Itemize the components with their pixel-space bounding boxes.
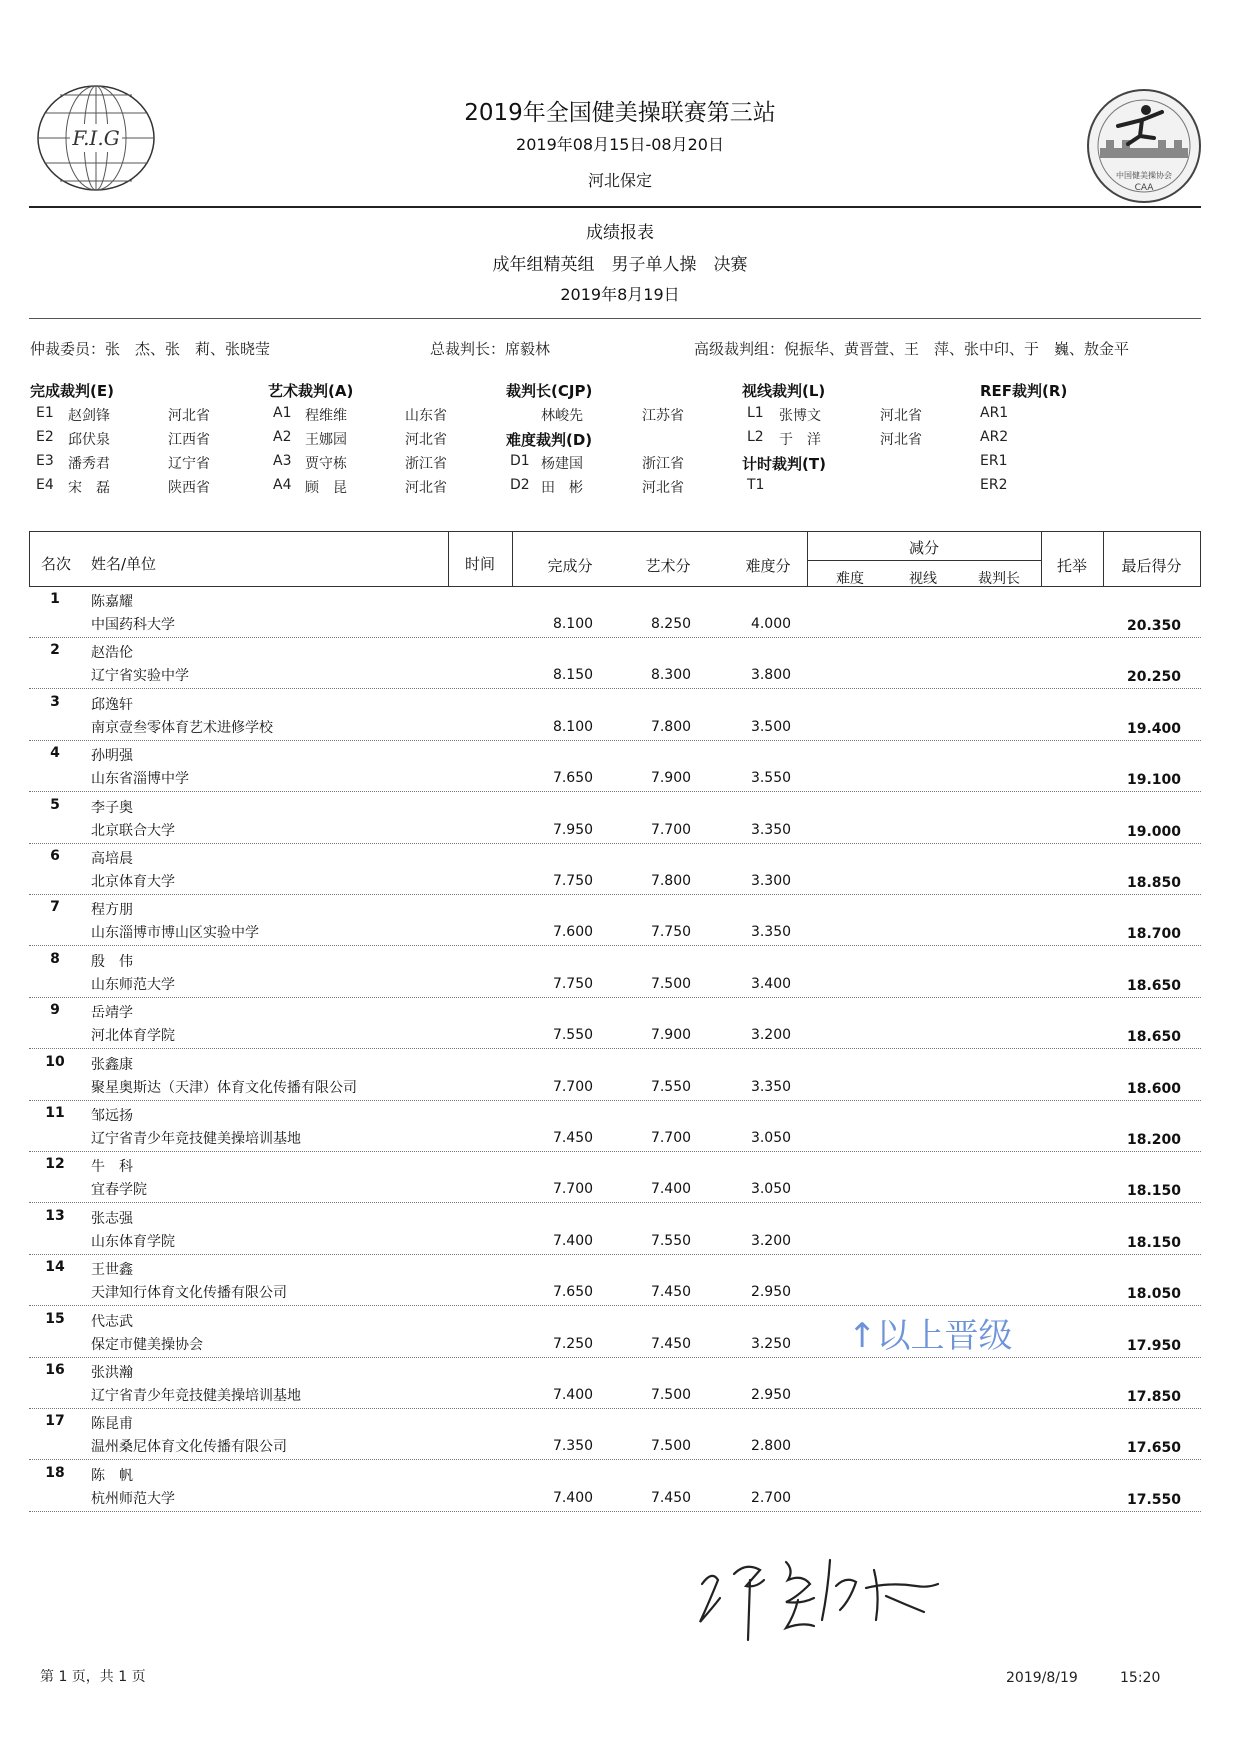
rank-cell: 4 — [50, 745, 60, 761]
panel-judge-province: 浙江省 — [642, 456, 684, 472]
table-row — [29, 741, 1201, 792]
athlete-name: 程方朋 — [91, 902, 133, 918]
panel-judge-province: 江苏省 — [642, 408, 684, 424]
execution-score: 7.550 — [552, 1027, 594, 1043]
col-lift-header: 托举 — [1056, 557, 1087, 575]
difficulty-score: 3.250 — [750, 1336, 792, 1352]
athlete-unit: 山东省淄博中学 — [91, 771, 189, 787]
chief-judge: 总裁判长：席毅林 — [430, 340, 551, 358]
athlete-unit: 辽宁省实验中学 — [91, 668, 189, 684]
final-score: 18.150 — [1126, 1235, 1182, 1251]
panel-code: D1 — [510, 453, 530, 469]
table-row — [29, 793, 1201, 844]
panel-code: A4 — [273, 477, 292, 493]
artistic-score: 7.450 — [650, 1284, 692, 1300]
rank-cell: 18 — [45, 1465, 65, 1481]
athlete-unit: 辽宁省青少年竞技健美操培训基地 — [91, 1388, 301, 1404]
panel-code: A2 — [273, 429, 292, 445]
athlete-name: 岳靖学 — [91, 1005, 133, 1021]
difficulty-score: 3.400 — [750, 976, 792, 992]
table-row — [29, 1255, 1201, 1306]
athlete-unit: 南京壹叁零体育艺术进修学校 — [91, 720, 273, 736]
event-location: 河北保定 — [587, 171, 652, 190]
report-date: 2019年8月19日 — [560, 285, 680, 304]
artistic-score: 7.700 — [650, 1130, 692, 1146]
difficulty-score: 2.700 — [750, 1490, 792, 1506]
difficulty-score: 3.350 — [750, 1079, 792, 1095]
col-exec-header: 完成分 — [547, 557, 593, 575]
panel-execution-title: 完成裁判(E) — [30, 382, 114, 400]
col-name-header: 姓名/单位 — [91, 555, 157, 573]
panel-judge-province: 陕西省 — [168, 480, 210, 496]
panel-line-title: 视线裁判(L) — [742, 382, 826, 400]
final-score: 17.550 — [1126, 1492, 1182, 1508]
report-rule — [29, 318, 1201, 319]
panel-code: E3 — [36, 453, 54, 469]
panel-code: D2 — [510, 477, 530, 493]
panel-code: AR2 — [980, 429, 1009, 445]
athlete-name: 代志武 — [91, 1314, 133, 1330]
athlete-name: 邱逸轩 — [91, 697, 133, 713]
row-divider — [29, 1201, 1201, 1203]
artistic-score: 7.550 — [650, 1233, 692, 1249]
difficulty-score: 2.950 — [750, 1387, 792, 1403]
table-row — [29, 1307, 1201, 1358]
execution-score: 7.600 — [552, 924, 594, 940]
execution-score: 7.750 — [552, 976, 594, 992]
difficulty-score: 3.350 — [750, 822, 792, 838]
athlete-name: 张洪瀚 — [91, 1365, 133, 1381]
artistic-score: 8.250 — [650, 616, 692, 632]
athlete-name: 李子奥 — [91, 800, 133, 816]
panel-judge-province: 河北省 — [405, 432, 447, 448]
table-row — [29, 1461, 1201, 1512]
rank-cell: 9 — [50, 1002, 60, 1018]
artistic-score: 7.800 — [650, 719, 692, 735]
difficulty-score: 2.800 — [750, 1438, 792, 1454]
panel-judge-province: 河北省 — [168, 408, 210, 424]
difficulty-score: 3.300 — [750, 873, 792, 889]
panel-judge-province: 浙江省 — [405, 456, 447, 472]
panel-judge-province: 河北省 — [880, 408, 922, 424]
difficulty-score: 3.800 — [750, 667, 792, 683]
athlete-name: 陈昆甫 — [91, 1416, 133, 1432]
rank-cell: 13 — [45, 1208, 65, 1224]
execution-score: 7.450 — [552, 1130, 594, 1146]
rank-cell: 12 — [45, 1156, 65, 1172]
panel-judge-name: 程维维 — [305, 408, 347, 424]
difficulty-score: 2.950 — [750, 1284, 792, 1300]
col-final-header: 最后得分 — [1121, 557, 1182, 575]
athlete-unit: 保定市健美操协会 — [91, 1337, 203, 1353]
panel-code: ER2 — [980, 477, 1008, 493]
execution-score: 7.350 — [552, 1438, 594, 1454]
final-score: 17.850 — [1126, 1389, 1182, 1405]
final-score: 18.600 — [1126, 1081, 1182, 1097]
execution-score: 7.950 — [552, 822, 594, 838]
athlete-name: 赵浩伦 — [91, 645, 133, 661]
panel-judge-name: 张博文 — [779, 408, 821, 424]
artistic-score: 8.300 — [650, 667, 692, 683]
final-score: 20.250 — [1126, 669, 1182, 685]
athlete-name: 陈 帆 — [91, 1468, 133, 1484]
col-rank-header: 名次 — [40, 555, 71, 573]
event-title: 2019年全国健美操联赛第三站 — [464, 100, 776, 126]
rank-cell: 15 — [45, 1311, 65, 1327]
panel-judge-name: 于 洋 — [779, 432, 821, 448]
artistic-score: 7.450 — [650, 1336, 692, 1352]
col-diff-header: 难度分 — [745, 557, 791, 575]
athlete-name: 高培晨 — [91, 851, 133, 867]
panel-judge-name: 赵剑锋 — [68, 408, 110, 424]
panel-code: T1 — [747, 477, 765, 493]
panel-judge-province: 辽宁省 — [168, 456, 210, 472]
rank-cell: 2 — [50, 642, 60, 658]
col-ded-line-header: 视线 — [909, 571, 937, 587]
table-row — [29, 1152, 1201, 1203]
table-row — [29, 844, 1201, 895]
athlete-name: 殷 伟 — [91, 954, 133, 970]
col-deduct-header: 减分 — [908, 539, 939, 557]
rank-cell: 10 — [45, 1054, 65, 1070]
chief-judge-signature — [690, 1540, 950, 1650]
athlete-unit: 北京联合大学 — [91, 823, 175, 839]
athlete-unit: 杭州师范大学 — [91, 1491, 175, 1507]
difficulty-score: 3.500 — [750, 719, 792, 735]
panel-judge-name: 邱伏泉 — [68, 432, 110, 448]
panel-code: L1 — [747, 405, 764, 421]
table-row — [29, 1101, 1201, 1152]
execution-score: 8.100 — [552, 616, 594, 632]
page-counter: 第 1 页，共 1 页 — [40, 1669, 146, 1685]
rank-cell: 16 — [45, 1362, 65, 1378]
panel-time-title: 计时裁判(T) — [742, 455, 826, 473]
athlete-unit: 辽宁省青少年竞技健美操培训基地 — [91, 1131, 301, 1147]
row-divider — [29, 687, 1201, 689]
print-date: 2019/8/19 — [1006, 1670, 1078, 1686]
athlete-name: 王世鑫 — [91, 1262, 133, 1278]
athlete-unit: 山东体育学院 — [91, 1234, 175, 1250]
panel-judge-name: 田 彬 — [541, 480, 583, 496]
row-divider — [29, 1047, 1201, 1049]
panel-judge-name: 林峻先 — [541, 408, 583, 424]
panel-judge-name: 顾 昆 — [305, 480, 347, 496]
final-score: 19.400 — [1126, 721, 1182, 737]
header-rule — [29, 206, 1201, 208]
difficulty-score: 4.000 — [750, 616, 792, 632]
panel-code: E1 — [36, 405, 54, 421]
panel-judge-province: 河北省 — [880, 432, 922, 448]
table-row — [29, 1204, 1201, 1255]
event-dates: 2019年08月15日-08月20日 — [516, 135, 724, 154]
artistic-score: 7.700 — [650, 822, 692, 838]
panel-cjp-title: 裁判长(CJP) — [506, 382, 593, 400]
artistic-score: 7.550 — [650, 1079, 692, 1095]
table-row — [29, 638, 1201, 689]
athlete-unit: 宜春学院 — [91, 1182, 147, 1198]
panel-judge-province: 山东省 — [405, 408, 447, 424]
row-divider — [29, 944, 1201, 946]
execution-score: 7.750 — [552, 873, 594, 889]
artistic-score: 7.400 — [650, 1181, 692, 1197]
execution-score: 7.250 — [552, 1336, 594, 1352]
panel-code: E4 — [36, 477, 54, 493]
artistic-score: 7.900 — [650, 1027, 692, 1043]
final-score: 17.950 — [1126, 1338, 1182, 1354]
table-row — [29, 998, 1201, 1049]
athlete-name: 孙明强 — [91, 748, 133, 764]
final-score: 18.200 — [1126, 1132, 1182, 1148]
rank-cell: 14 — [45, 1259, 65, 1275]
table-row — [29, 1409, 1201, 1460]
athlete-unit: 温州桑尼体育文化传播有限公司 — [91, 1439, 287, 1455]
final-score: 18.850 — [1126, 875, 1182, 891]
row-divider — [29, 790, 1201, 792]
panel-code: E2 — [36, 429, 54, 445]
execution-score: 8.150 — [552, 667, 594, 683]
difficulty-score: 3.200 — [750, 1027, 792, 1043]
execution-score: 7.700 — [552, 1181, 594, 1197]
panel-judge-province: 江西省 — [168, 432, 210, 448]
difficulty-score: 3.350 — [750, 924, 792, 940]
row-divider — [29, 1510, 1201, 1512]
athlete-unit: 山东淄博市博山区实验中学 — [91, 925, 259, 941]
rank-cell: 11 — [45, 1105, 65, 1121]
senior-judges: 高级裁判组：倪振华、黄晋萱、王 萍、张中印、于 巍、敖金平 — [694, 340, 1130, 358]
artistic-score: 7.500 — [650, 1438, 692, 1454]
rank-cell: 7 — [50, 899, 60, 915]
panel-ref-title: REF裁判(R) — [980, 382, 1068, 400]
panel-judge-name: 潘秀君 — [68, 456, 110, 472]
panel-judge-name: 宋 磊 — [68, 480, 110, 496]
rank-cell: 5 — [50, 797, 60, 813]
artistic-score: 7.500 — [650, 976, 692, 992]
execution-score: 8.100 — [552, 719, 594, 735]
panel-code: AR1 — [980, 405, 1009, 421]
athlete-unit: 聚星奥斯达（天津）体育文化传播有限公司 — [91, 1080, 357, 1096]
col-ded-cjp-header: 裁判长 — [978, 571, 1020, 587]
panel-difficulty-title: 难度裁判(D) — [506, 431, 593, 449]
row-divider — [29, 1304, 1201, 1306]
rank-cell: 3 — [50, 694, 60, 710]
row-divider — [29, 1458, 1201, 1460]
rank-cell: 17 — [45, 1413, 65, 1429]
final-score: 19.000 — [1126, 824, 1182, 840]
report-title: 成绩报表 — [586, 223, 654, 243]
panel-code: A3 — [273, 453, 292, 469]
difficulty-score: 3.050 — [750, 1181, 792, 1197]
athlete-unit: 河北体育学院 — [91, 1028, 175, 1044]
final-score: 17.650 — [1126, 1440, 1182, 1456]
panel-judge-name: 贾守栋 — [305, 456, 347, 472]
athlete-unit: 北京体育大学 — [91, 874, 175, 890]
table-row — [29, 947, 1201, 998]
panel-judge-province: 河北省 — [405, 480, 447, 496]
artistic-score: 7.500 — [650, 1387, 692, 1403]
table-row — [29, 895, 1201, 946]
final-score: 20.350 — [1126, 618, 1182, 634]
report-category: 成年组精英组 男子单人操 决赛 — [492, 255, 748, 275]
up-arrow-icon: ↑ — [848, 1316, 877, 1356]
rank-cell: 1 — [50, 591, 60, 607]
qualified-annotation — [848, 1308, 1013, 1357]
rank-cell: 6 — [50, 848, 60, 864]
svg-text:中国健美操协会: 中国健美操协会 — [1116, 171, 1172, 180]
panel-code: A1 — [273, 405, 292, 421]
final-score: 18.050 — [1126, 1286, 1182, 1302]
panel-code: L2 — [747, 429, 764, 445]
qualified-annotation-text: 以上晋级 — [876, 1316, 1013, 1356]
difficulty-score: 3.550 — [750, 770, 792, 786]
athlete-name: 张志强 — [91, 1211, 133, 1227]
athlete-name: 牛 科 — [91, 1159, 133, 1175]
rank-cell: 8 — [50, 951, 60, 967]
final-score: 18.650 — [1126, 1029, 1182, 1045]
panel-code: ER1 — [980, 453, 1008, 469]
artistic-score: 7.750 — [650, 924, 692, 940]
final-score: 18.150 — [1126, 1183, 1182, 1199]
table-row — [29, 587, 1201, 638]
execution-score: 7.400 — [552, 1490, 594, 1506]
difficulty-score: 3.200 — [750, 1233, 792, 1249]
execution-score: 7.650 — [552, 770, 594, 786]
artistic-score: 7.900 — [650, 770, 692, 786]
execution-score: 7.400 — [552, 1233, 594, 1249]
panel-artistic-title: 艺术裁判(A) — [268, 382, 354, 400]
col-time-header: 时间 — [464, 555, 495, 573]
athlete-name: 张鑫康 — [91, 1057, 133, 1073]
artistic-score: 7.800 — [650, 873, 692, 889]
panel-judge-name: 杨建国 — [541, 456, 583, 472]
fig-logo-text: F.I.G — [72, 126, 120, 150]
panel-judge-province: 河北省 — [642, 480, 684, 496]
artistic-score: 7.450 — [650, 1490, 692, 1506]
athlete-unit: 中国药科大学 — [91, 617, 175, 633]
table-row — [29, 1358, 1201, 1409]
col-ded-diff-header: 难度 — [836, 571, 864, 587]
execution-score: 7.700 — [552, 1079, 594, 1095]
final-score: 18.650 — [1126, 978, 1182, 994]
athlete-unit: 天津知行体育文化传播有限公司 — [91, 1285, 287, 1301]
final-score: 18.700 — [1126, 926, 1182, 942]
execution-score: 7.650 — [552, 1284, 594, 1300]
athlete-name: 邹远扬 — [91, 1108, 133, 1124]
final-score: 19.100 — [1126, 772, 1182, 788]
athlete-name: 陈嘉耀 — [91, 594, 133, 610]
panel-judge-name: 王娜园 — [305, 432, 347, 448]
print-time: 15:20 — [1120, 1670, 1161, 1686]
col-art-header: 艺术分 — [645, 557, 691, 575]
difficulty-score: 3.050 — [750, 1130, 792, 1146]
jury-committee: 仲裁委员：张 杰、张 莉、张晓莹 — [30, 340, 271, 358]
execution-score: 7.400 — [552, 1387, 594, 1403]
athlete-unit: 山东师范大学 — [91, 977, 175, 993]
table-row — [29, 690, 1201, 741]
svg-text:CAA: CAA — [1134, 183, 1154, 193]
table-row — [29, 1050, 1201, 1101]
